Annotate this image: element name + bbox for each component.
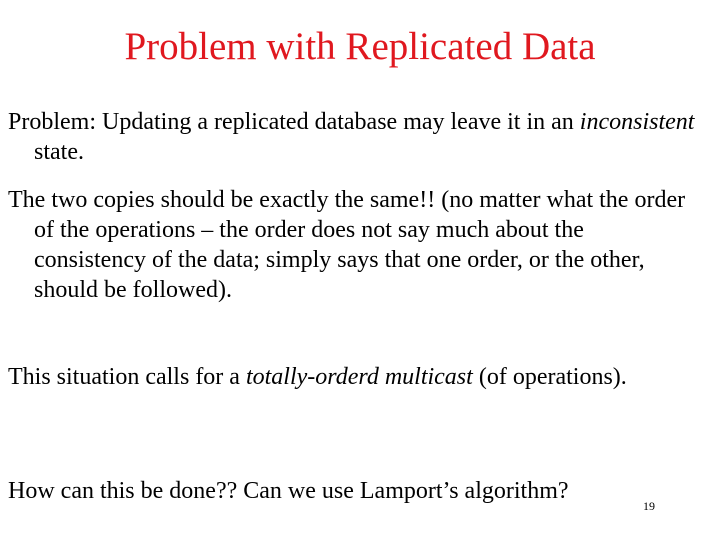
- paragraph-question: How can this be done?? Can we use Lamport’s algorithm?: [8, 478, 569, 504]
- slide-title: Problem with Replicated Data: [124, 25, 596, 68]
- paragraph-two-copies: The two copies should be exactly the same!! (no matter what the order of the operations – the order does not say much about the consistency of the data; simply says that one order, or the other, should be followed).: [8, 187, 686, 303]
- problem-text-emphasis: inconsistent: [579, 109, 695, 135]
- problem-text-tail: state.: [34, 139, 84, 165]
- multicast-text-tail: (of operations).: [472, 364, 627, 390]
- problem-text-lead: Problem: Updating a replicated database may leave it in an: [8, 109, 580, 135]
- multicast-text-lead: This situation calls for a: [8, 364, 246, 390]
- paragraph-multicast: [8, 362, 698, 392]
- paragraph-problem: [8, 107, 698, 167]
- multicast-text-emphasis: totally-orderd multicast: [245, 364, 473, 390]
- page-number: 19: [643, 499, 655, 513]
